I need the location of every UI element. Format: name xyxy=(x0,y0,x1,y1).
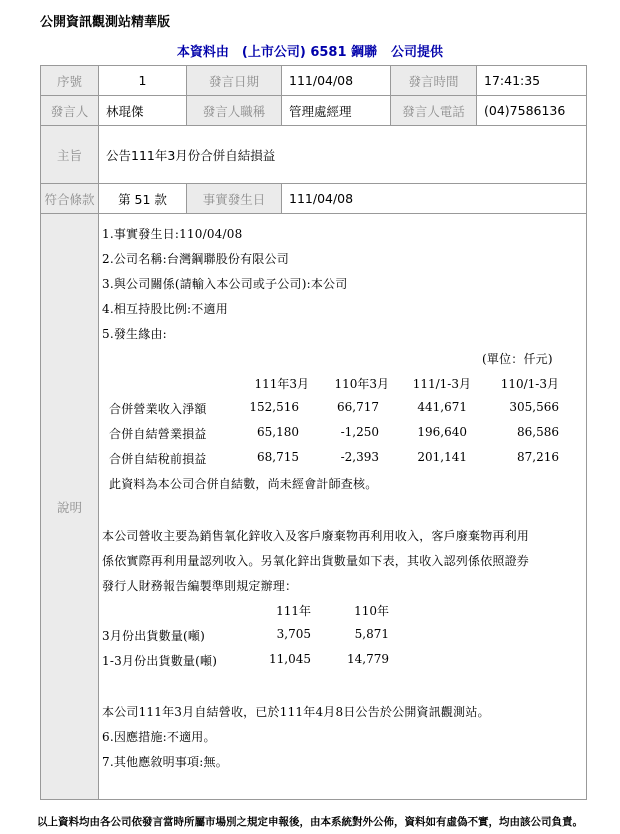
paragraph-line: 係依實際再利用量認列收入。另氧化鋅出貨數量如下表，其收入認列係依照證券 xyxy=(102,554,530,568)
event-date-value: 111/04/08 xyxy=(282,184,587,214)
explain-item-1: 1.事實發生日:110/04/08 xyxy=(102,227,243,241)
seq-value: 1 xyxy=(99,66,187,96)
date-label: 發言日期 xyxy=(187,66,282,96)
date-value: 111/04/08 xyxy=(282,66,391,96)
subject-label: 主旨 xyxy=(41,126,99,184)
unit-label: (單位：仟元) xyxy=(482,352,553,366)
clause-label: 符合條款 xyxy=(41,184,99,214)
fin-header: 111/1-3月 xyxy=(412,377,471,391)
phone-value: (04)7586136 xyxy=(477,96,587,126)
fin-cell: 196,640 xyxy=(417,425,467,439)
fin-row-label: 合併自結稅前損益 xyxy=(109,452,207,466)
time-value: 17:41:35 xyxy=(477,66,587,96)
site-title: 公開資訊觀測站精華版 xyxy=(40,15,171,30)
paragraph-line: 發行人財務報告編製準則規定辦理： xyxy=(102,579,298,593)
ship-header: 111年 xyxy=(276,604,311,618)
fin-cell: 68,715 xyxy=(257,450,299,464)
time-label: 發言時間 xyxy=(391,66,477,96)
ship-cell: 5,871 xyxy=(354,627,389,641)
fin-cell: 87,216 xyxy=(517,450,559,464)
ship-row-label: 3月份出貨數量(噸) xyxy=(102,629,205,643)
footer-disclaimer: 以上資料均由各公司依發言當時所屬市場別之規定申報後，由本系統對外公佈，資料如有虛偽不實，均由該公司負責。 xyxy=(37,816,583,828)
explain-item-2: 2.公司名稱:台灣鋼聯股份有限公司 xyxy=(102,252,289,266)
announce-line: 本公司111年3月自結營收，已於111年4月8日公告於公開資訊觀測站。 xyxy=(102,705,490,719)
ship-header: 110年 xyxy=(354,604,389,618)
provider-text: 公司提供 xyxy=(391,45,444,60)
fin-header: 111年3月 xyxy=(254,377,309,391)
phone-label: 發言人電話 xyxy=(391,96,477,126)
explain-item-6: 6.因應措施:不適用。 xyxy=(102,730,216,744)
data-source-line xyxy=(0,41,620,60)
fin-row-label: 合併營業收入淨額 xyxy=(109,402,207,416)
explain-label: 說明 xyxy=(41,214,99,800)
fin-cell: 66,717 xyxy=(337,400,379,414)
fin-row-label: 合併自結營業損益 xyxy=(109,427,207,441)
ship-cell: 11,045 xyxy=(269,652,311,666)
fin-cell: 86,586 xyxy=(517,425,559,439)
fin-cell: -2,393 xyxy=(340,450,379,464)
subject-value: 公告111年3月份合併自結損益 xyxy=(99,126,587,184)
speaker-title-value: 管理處經理 xyxy=(282,96,391,126)
announcement-table xyxy=(40,65,587,800)
ship-cell: 3,705 xyxy=(276,627,311,641)
explain-item-7: 7.其他應敘明事項:無。 xyxy=(102,755,228,769)
speaker-title-label: 發言人職稱 xyxy=(187,96,282,126)
fin-cell: -1,250 xyxy=(340,425,379,439)
fin-header: 110/1-3月 xyxy=(500,377,559,391)
explain-item-3: 3.與公司關係(請輸入本公司或子公司):本公司 xyxy=(102,277,348,291)
explain-body xyxy=(99,214,587,800)
event-date-label: 事實發生日 xyxy=(187,184,282,214)
seq-label: 序號 xyxy=(41,66,99,96)
speaker-value: 林琨傑 xyxy=(99,96,187,126)
fin-header: 110年3月 xyxy=(334,377,389,391)
fin-cell: 65,180 xyxy=(257,425,299,439)
explain-item-4: 4.相互持股比例:不適用 xyxy=(102,302,228,316)
ship-row-label: 1-3月份出貨數量(噸) xyxy=(102,654,218,668)
speaker-label: 發言人 xyxy=(41,96,99,126)
fin-cell: 152,516 xyxy=(249,400,299,414)
explain-item-5: 5.發生緣由: xyxy=(102,327,167,341)
company-source: 本資料由 (上市公司) 6581 鋼聯 xyxy=(176,45,378,60)
paragraph-line: 本公司營收主要為銷售氧化鋅收入及客戶廢棄物再利用收入，客戶廢棄物再利用 xyxy=(102,529,530,543)
fin-cell: 201,141 xyxy=(417,450,467,464)
fin-cell: 441,671 xyxy=(417,400,467,414)
ship-cell: 14,779 xyxy=(347,652,389,666)
audit-note: 此資料為本公司合併自結數，尚未經會計師查核。 xyxy=(109,477,378,491)
clause-value: 第 51 款 xyxy=(99,184,187,214)
fin-cell: 305,566 xyxy=(509,400,559,414)
